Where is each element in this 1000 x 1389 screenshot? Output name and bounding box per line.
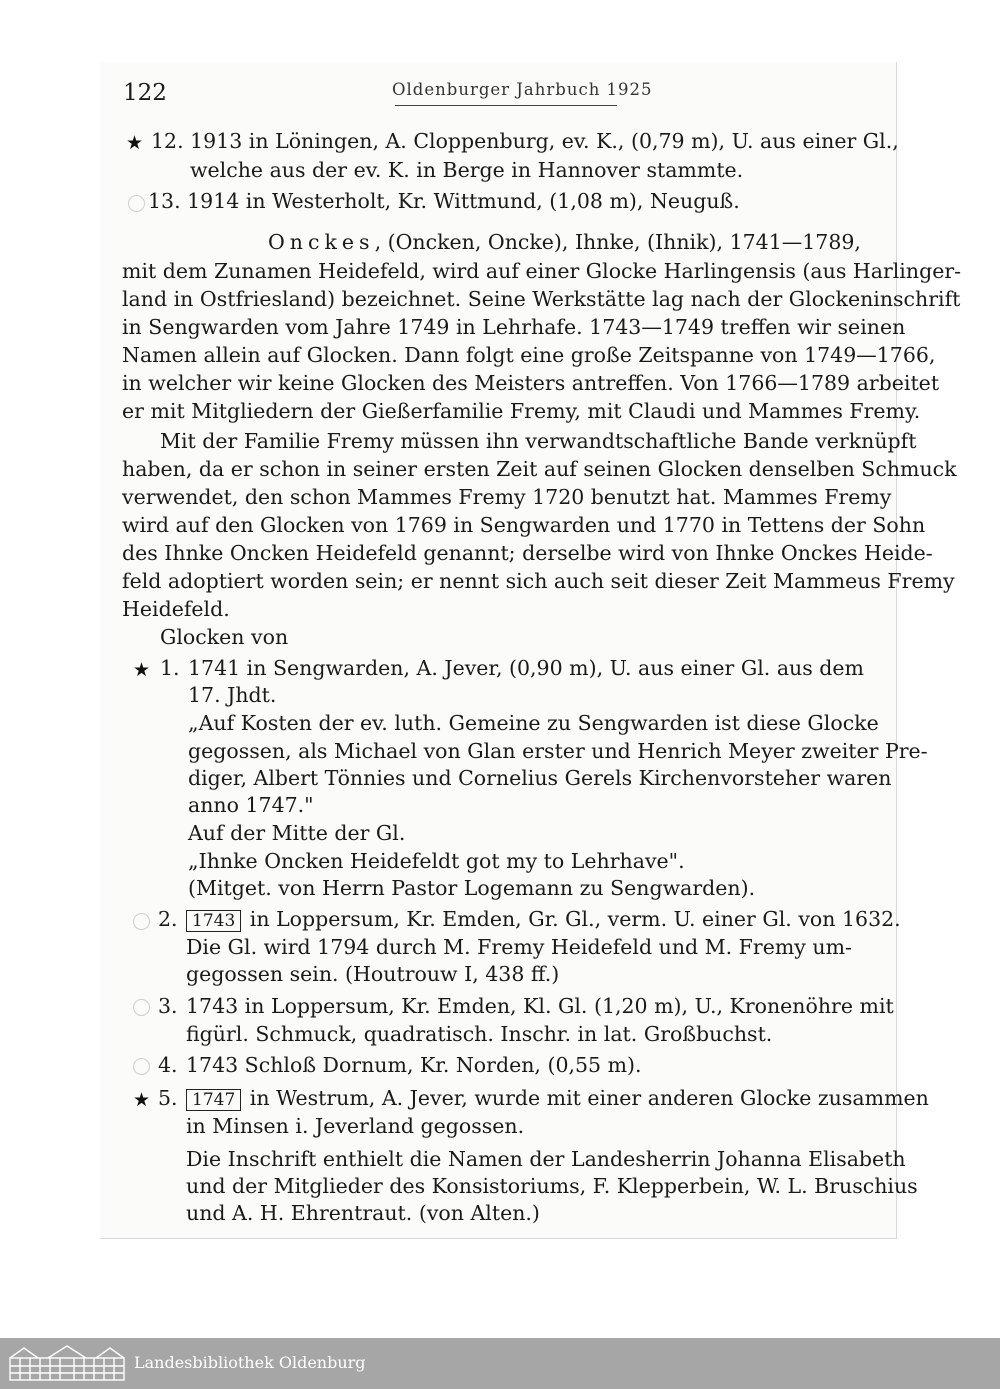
bell-2-line-1: 1743 in Loppersum, Kr. Emden, Gr. Gl., verm. U. einer Gl. von 1632. — [186, 906, 901, 933]
bell-4-line-1: 1743 Schloß Dornum, Kr. Norden, (0,55 m). — [186, 1053, 642, 1077]
bell-1-line: 1741 in Sengwarden, A. Jever, (0,90 m), U. aus einer Gl. aus dem — [188, 656, 864, 680]
star-icon: ★ — [133, 1089, 151, 1111]
bell-1-number: 1. — [160, 656, 180, 680]
bell-3-number: 3. — [158, 994, 178, 1018]
bell-3-line-1: 1743 in Loppersum, Kr. Emden, Kl. Gl. (1,20 m), U., Kronenöhre mit — [186, 994, 894, 1018]
library-name: Landesbibliothek Oldenburg — [134, 1353, 366, 1372]
paragraph-2-line: haben, da er schon in seiner ersten Zeit auf seinen Glocken denselben Schmuck — [122, 457, 957, 481]
header-rule — [395, 105, 617, 106]
bell-1-line: 17. Jhdt. — [188, 683, 277, 707]
circle-icon — [133, 999, 150, 1016]
library-footer-bar — [0, 1338, 1000, 1389]
paragraph-1-line: Namen allein auf Glocken. Dann folgt eine große Zeitspanne von 1749—1766, — [122, 343, 936, 367]
paragraph-1-line: er mit Mitgliedern der Gießerfamilie Fremy, mit Claudi und Mammes Fremy. — [122, 399, 921, 423]
paragraph-1-line: in Sengwarden vom Jahre 1749 in Lehrhafe. 1743—1749 treffen wir seinen — [122, 315, 906, 339]
bell-2-line-3: gegossen sein. (Houtrouw I, 438 ff.) — [186, 962, 560, 986]
star-icon: ★ — [126, 132, 144, 154]
bell-2-number: 2. — [158, 907, 178, 931]
bell-5-line-1: 1747 in Westrum, A. Jever, wurde mit einer anderen Glocke zusammen — [186, 1085, 929, 1112]
paragraph-1-line: land in Ostfriesland) bezeichnet. Seine Werkstätte lag nach der Glockeninschrift — [122, 287, 961, 311]
bell-3-line-2: figürl. Schmuck, quadratisch. Inschr. in lat. Großbuchst. — [186, 1022, 773, 1046]
bell-1-line: „Ihnke Oncken Heidefeldt got my to Lehrhave". — [188, 849, 685, 873]
circle-icon — [133, 913, 150, 930]
paragraph-2-line: feld adoptiert worden sein; er nennt sich auch seit dieser Zeit Mammeus Fremy — [122, 569, 955, 593]
boxed-year: 1747 — [186, 1089, 241, 1111]
glocken-von-label: Glocken von — [160, 625, 289, 649]
entry-12-line-2: welche aus der ev. K. in Berge in Hannover stammte. — [190, 158, 744, 182]
bell-1-line: „Auf Kosten der ev. luth. Gemeine zu Sengwarden ist diese Glocke — [188, 711, 879, 735]
paragraph-2-line: Mit der Familie Fremy müssen ihn verwandtschaftliche Bande verknüpft — [160, 429, 917, 453]
bell-5-inscription-line: Die Inschrift enthielt die Namen der Landesherrin Johanna Elisabeth — [186, 1147, 906, 1171]
paragraph-1-line: in welcher wir keine Glocken des Meisters antreffen. Von 1766—1789 arbeitet — [122, 371, 940, 395]
library-building-icon — [8, 1344, 126, 1382]
paragraph-2-line: Heidefeld. — [122, 597, 230, 621]
bell-5-inscription-line: und A. H. Ehrentraut. (von Alten.) — [186, 1201, 540, 1225]
founder-name: Onckes — [268, 230, 375, 254]
founder-heading — [268, 229, 861, 256]
bell-1-line: (Mitget. von Herrn Pastor Logemann zu Sengwarden). — [188, 876, 756, 900]
running-title: Oldenburger Jahrbuch 1925 — [392, 80, 653, 99]
bell-5-inscription-line: und der Mitglieder des Konsistoriums, F. Klepperbein, W. L. Bruschius — [186, 1174, 918, 1198]
bell-5-line-2: in Minsen i. Jeverland gegossen. — [186, 1114, 525, 1138]
entry-13-line-1: 13. 1914 in Westerholt, Kr. Wittmund, (1,08 m), Neuguß. — [148, 189, 740, 213]
bell-4-number: 4. — [158, 1053, 178, 1077]
paragraph-2-line: verwendet, den schon Mammes Fremy 1720 benutzt hat. Mammes Fremy — [122, 485, 892, 509]
bell-1-line: anno 1747." — [188, 793, 314, 817]
bell-1-line: Auf der Mitte der Gl. — [188, 821, 406, 845]
bell-5-number: 5. — [158, 1086, 178, 1110]
star-icon: ★ — [133, 659, 151, 681]
entry-12-line-1: 12. 1913 in Löningen, A. Cloppenburg, ev. K., (0,79 m), U. aus einer Gl., — [151, 129, 899, 153]
bell-1-line: gegossen, als Michael von Glan erster und Henrich Meyer zweiter Pre- — [188, 739, 928, 763]
founder-heading-rest: , (Oncken, Oncke), Ihnke, (Ihnik), 1741—1789, — [374, 230, 861, 254]
circle-icon — [128, 195, 145, 212]
bell-2-line-2: Die Gl. wird 1794 durch M. Fremy Heidefeld und M. Fremy um- — [186, 935, 852, 959]
paragraph-2-line: wird auf den Glocken von 1769 in Sengwarden und 1770 in Tettens der Sohn — [122, 513, 926, 537]
boxed-year: 1743 — [186, 910, 241, 932]
bell-1-line: diger, Albert Tönnies und Cornelius Gerels Kirchenvorsteher waren — [188, 766, 892, 790]
page-number: 122 — [123, 80, 167, 106]
paragraph-2-line: des Ihnke Oncken Heidefeld genannt; derselbe wird von Ihnke Onckes Heide- — [122, 541, 933, 565]
paragraph-1-line: mit dem Zunamen Heidefeld, wird auf einer Glocke Harlingensis (aus Harlinger- — [122, 259, 962, 283]
circle-icon — [133, 1058, 150, 1075]
